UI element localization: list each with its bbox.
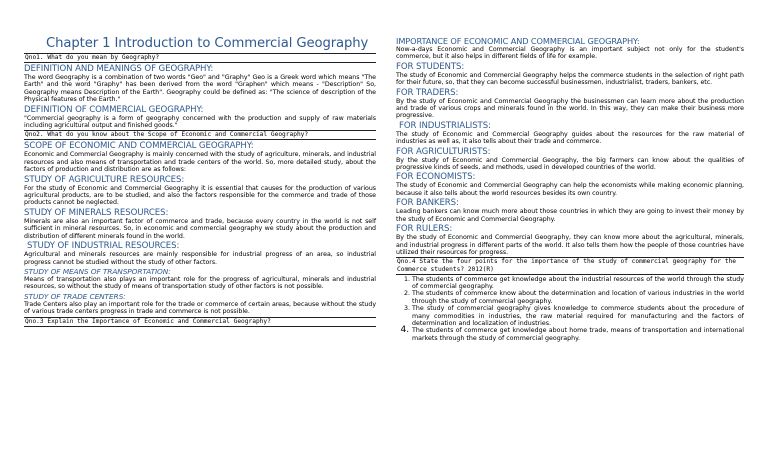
question-4: Qno.4 State the four points for the importance of the study of commercial geography for the Commerce students? 2012(R) <box>396 257 744 274</box>
paragraph-transportation: Means of transportation also plays an important role for the progress of agricultural, minerals and industrial resources, so without the study of means of transportation study of other factors is not possible. <box>24 275 376 291</box>
heading-transportation: STUDY OF MEANS OF TRANSPORTATION: <box>24 266 171 276</box>
paragraph-scope: Economic and Commercial Geography is mainly concerned with the study of agriculture, minerals, and industrial resources and also means of transportation and trade centers of the world. So, more detailed study, about the factors of production and distribution are as follows: <box>24 151 376 174</box>
paragraph-definition-commercial: "Commercial geography is a form of geography concerned with the production and supply of raw materials including agricultural output and finished goods." <box>24 114 376 130</box>
heading-economists: FOR ECONOMISTS: <box>396 172 476 183</box>
paragraph-agriculture: For the study of Economic and Commercial Geography it is essential that causes for the production of various agricultural products, are to be studied, and also the factors responsible for the commerce and trade of those products cannot be neglected. <box>24 184 376 207</box>
paragraph-rulers: By the study of Economic and Commercial Geography, they can know more about the agricultural, minerals, and industrial progress in different parts of the world. It also tells them how the people of those countries have utilized their resources for progress. <box>396 234 744 256</box>
heading-industrial: STUDY OF INDUSTRIAL RESOURCES: <box>27 241 180 252</box>
paragraph-definition-geography: The word Geography is a combination of two words "Geo" and "Graphy" Geo is a Greek word which means "The Earth" and the word "Graphy" has been derived from the word "Graphen" which means - "Description" So, Geography means Description of the Earth". Geography could be defined as: "The science of description of the Physical features of the Earth." <box>24 74 376 104</box>
heading-definition-geography: DEFINITION AND MEANINGS OF GEOGRAPHY: <box>24 64 214 74</box>
question-2: Qno2. What do you know about the Scope of Economic and Commercial Geography? <box>24 130 376 140</box>
heading-industrialists: FOR INDUSTRIALISTS: <box>399 120 491 131</box>
heading-students: FOR STUDENTS: <box>396 61 465 72</box>
paragraph-economists: The study of Economic and Commercial Geography can help the economists while making economic planning, because it also tells about the world resources besides its own country. <box>396 182 744 197</box>
list-item: 4. The students of commerce get knowledge about home trade, means of transportation and international markets through the study of commercial geography. <box>412 327 744 342</box>
heading-trade-centers: STUDY OF TRADE CENTERS: <box>24 291 126 301</box>
right-column <box>396 0 744 342</box>
question-1: Qno1. What do you mean by Geography? <box>24 53 376 63</box>
paragraph-bankers: Leading bankers can know much more about those countries in which they are going to invest their money by the study of Economic and Commercial Geography. <box>396 208 744 223</box>
heading-minerals: STUDY OF MINERALS RESOURCES: <box>24 207 169 218</box>
paragraph-students: The study of Economic and Commercial Geography helps the commerce students in the selection of right path for their future, so, that they can become successful businessmen, industrialist, traders, bankers, etc. <box>396 71 744 87</box>
paragraph-trade-centers: Trade Centers also play an important role for the trade or commerce of certain areas, because without the study of various trade centers progress in trade and commerce is not possible. <box>24 300 376 316</box>
paragraph-industrialists: The study of Economic and Commercial Geography guides about the resources for the raw material of industries as well as, it also tells about their trade and commerce. <box>396 130 744 146</box>
list-item: 3. The study of commercial geography gives knowledge to commerce students about the procedure of many commodities in industries, the raw material required for manufacturing and the factors of determination and localization of industries. <box>412 305 744 327</box>
heading-agriculture: STUDY OF AGRICULTURE RESOURCES: <box>24 174 185 185</box>
paragraph-traders: By the study of Economic and Commercial Geography the businessmen can learn more about the production and trade of various crops and minerals found in the world. In this way, they can make their business more progressive. <box>396 97 744 120</box>
heading-importance: IMPORTANCE OF ECONOMIC AND COMMERCIAL GEOGRAPHY: <box>396 36 640 46</box>
paragraph-agriculturists: By the study of Economic and Commercial Geography, the big farmers can know about the qualities of progressive kinds of seeds, and methods, used in developed countries of the world. <box>396 156 744 172</box>
heading-bankers: FOR BANKERS: <box>396 198 459 209</box>
list-item: 2. The students of commerce know about the determination and location of various industries in the world through the study of commercial geography. <box>412 290 744 305</box>
left-column <box>24 0 376 328</box>
paragraph-minerals: Minerals are also an important factor of commerce and trade, because every country in the world is not self sufficient in mineral resources. So, in economic and commercial geography we study about the production and distribution of different minerals found in the world. <box>24 217 376 240</box>
paragraph-industrial: Agricultural and minerals resources are mainly responsible for industrial progress of an area, so industrial progress cannot be studied without the study of other factors. <box>24 251 376 266</box>
heading-scope: SCOPE OF ECONOMIC AND COMMERCIAL GEOGRAPHY: <box>24 141 254 152</box>
list-item: 1. The students of commerce get knowledge about the industrial resources of the world through the study of commercial geography. <box>412 276 744 291</box>
heading-agriculturists: FOR AGRICULTURISTS: <box>396 146 491 157</box>
heading-rulers: FOR RULERS: <box>396 224 453 235</box>
heading-definition-commercial: DEFINITION OF COMMERCIAL GEOGRAPHY: <box>24 104 204 115</box>
paragraph-importance: Now-a-days Economic and Commercial Geography is an important subject not only for the student's commerce, but it also helps in different fields of life for example. <box>396 46 744 61</box>
heading-traders: FOR TRADERS: <box>396 87 459 98</box>
question-3: Qno.3 Explain the Importance of Economic and Commercial Geography? <box>24 317 376 327</box>
chapter-title: Chapter 1 Introduction to Commercial Geography <box>46 36 369 51</box>
importance-points-list <box>396 276 744 343</box>
